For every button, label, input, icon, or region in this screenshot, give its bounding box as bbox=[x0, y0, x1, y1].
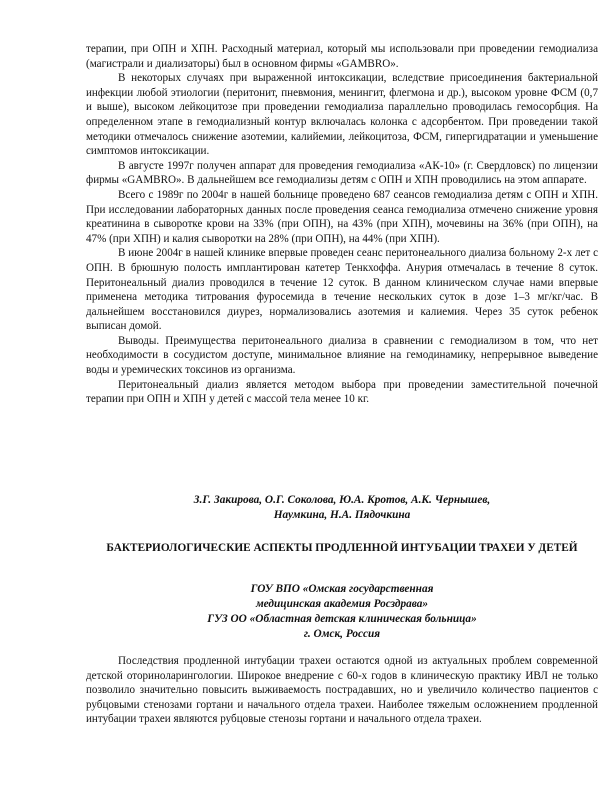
author-line: Наумкина, Н.А. Пядочкина bbox=[273, 509, 411, 521]
paragraph: Последствия продленной интубации трахеи остаются одной из актуальных проблем современной детской оториноларингологии. Широкое внедрение с 60-х годов в клиническую практику ИВЛ не только позволило значительно повысить выживаемость пострадавших, но и увеличило количество пациентов с рубцовыми стенозами гортани и начального отдела трахеи. Наиболее тяжелым осложнением продленной интубации трахеи являются рубцовые стенозы гортани и начального отдела трахеи. bbox=[86, 655, 598, 726]
paragraph: В некоторых случаях при выраженной интоксикации, вследствие присоединения бактериальной инфекции любой этиологии (перитонит, пневмония, менингит, флегмона и др.), высоком уровне ФСМ (0,7 и выше), высоком лейкоцитозе при проведении гемодиализа параллельно проводилась гемосорбция. На определенном этапе в гемодиализный контур включалась колонка с адсорбентом. При проведении такой методики отмечалось снижение азотемии, калийемии, лейкоцитоза, ФСМ, гипергидратации и уменьшение симптомов интоксикации. bbox=[86, 72, 598, 158]
affiliation-line: медицинская академия Росздрава» bbox=[255, 598, 429, 610]
article-title: БАКТЕРИОЛОГИЧЕСКИЕ АСПЕКТЫ ПРОДЛЕННОЙ ИНТУБАЦИИ ТРАХЕИ У ДЕТЕЙ bbox=[106, 542, 578, 554]
affiliation-line: ГУЗ ОО «Областная детская клиническая больница» bbox=[207, 613, 477, 625]
affiliation-line: ГОУ ВПО «Омская государственная bbox=[250, 583, 434, 595]
article-continuation bbox=[86, 42, 598, 407]
author-list bbox=[86, 493, 598, 523]
author-line: З.Г. Закирова, О.Г. Соколова, Ю.А. Кротов, А.К. Чернышев, bbox=[193, 494, 491, 506]
affiliation-line: г. Омск, Россия bbox=[303, 628, 381, 640]
article-body bbox=[86, 654, 598, 727]
paragraph: Перитонеальный диализ является методом выбора при проведении заместительной почечной терапии при ОПН и ХПН у детей с массой тела менее 10 кг. bbox=[86, 378, 598, 406]
paragraph: В августе 1997г получен аппарат для проведения гемодиализа «АК-10» (г. Свердловск) по лицензии фирмы «GAMBRO». В дальнейшем все гемодиализы детям с ОПН и ХПН проводились на этом аппарате. bbox=[86, 159, 598, 187]
affiliation bbox=[86, 582, 598, 642]
paragraph: В июне 2004г в нашей клинике впервые проведен сеанс перитонеального диализа больному 2-х лет с ОПН. В брюшную полость имплантирован катетер Тенкхоффа. Анурия отмечалась в течение 8 суток. Перитонеальный диализ проводился в течение 12 суток. В данном клиническом случае нами впервые применена методика титрования фуросемида в течение нескольких суток в дозе 1–3 мг/кг/час. В дальнейшем восстановился диурез, нормализовались азотемия и калиемия. Через 35 суток ребенок выписан домой. bbox=[86, 247, 598, 333]
paragraph: Выводы. Преимущества перитонеального диализа в сравнении с гемодиализом в том, что нет необходимости в сосудистом доступе, минимальное влияние на гемодинамику, непрерывное выведение воды и уремических токсинов из организма. bbox=[86, 334, 598, 377]
paragraph: Всего с 1989г по 2004г в нашей больнице проведено 687 сеансов гемодиализа детям с ОПН и ХПН. При исследовании лабораторных данных после проведения сеанса гемодиализа отмечено снижение уровня креатинина в сыворотке крови на 33% (при ОПН), на 43% (при ХПН), мочевины на 36% (при ОПН), на 47% (при ХПН) и калия сыворотки на 28% (при ОПН), на 44% (при ХПН). bbox=[86, 188, 598, 245]
paragraph: терапии, при ОПН и ХПН. Расходный материал, который мы использовали при проведении гемодиализа (магистрали и диализаторы) был в основном фирмы «GAMBRO». bbox=[86, 43, 598, 70]
